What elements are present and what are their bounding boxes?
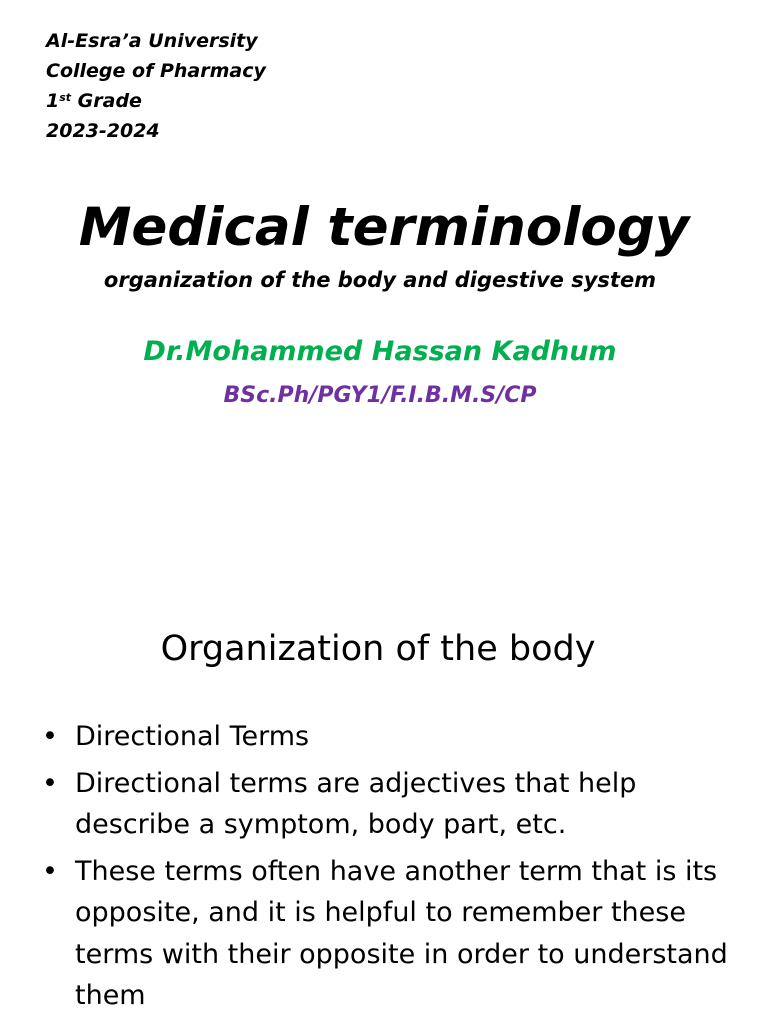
section-title: Organization of the body bbox=[160, 629, 596, 669]
college-name: College of Pharmacy bbox=[46, 60, 266, 82]
bullet-icon: • bbox=[42, 855, 58, 887]
bullet-text: Directional terms are adjectives that help describe a symptom, body part, etc. bbox=[75, 767, 637, 840]
grade-line bbox=[46, 86, 266, 116]
bullet-item bbox=[40, 851, 730, 1017]
institution-header bbox=[46, 26, 266, 146]
bullet-item bbox=[40, 716, 730, 758]
university-name: Al-Esra’a University bbox=[46, 30, 258, 52]
grade-number: 1 bbox=[46, 90, 60, 112]
grade-suffix: st bbox=[59, 91, 72, 104]
bullet-list bbox=[40, 716, 730, 1022]
bullet-icon: • bbox=[42, 767, 58, 799]
bullet-icon: • bbox=[42, 721, 58, 752]
author-credentials: BSc.Ph/PGY1/F.I.B.M.S/CP bbox=[223, 383, 537, 408]
subtitle: organization of the body and digestive system bbox=[103, 268, 657, 292]
bullet-text: Directional Terms bbox=[75, 721, 310, 752]
main-title: Medical terminology bbox=[78, 197, 690, 258]
academic-year: 2023-2024 bbox=[46, 120, 160, 142]
bullet-text: These terms often have another term that is its opposite, and it is helpful to remember these terms with their opposite in order to understand them bbox=[75, 855, 728, 1011]
author-name: Dr.Mohammed Hassan Kadhum bbox=[143, 336, 617, 367]
grade-word: Grade bbox=[71, 90, 142, 112]
bullet-item bbox=[40, 763, 730, 846]
content-slide bbox=[0, 560, 768, 1024]
